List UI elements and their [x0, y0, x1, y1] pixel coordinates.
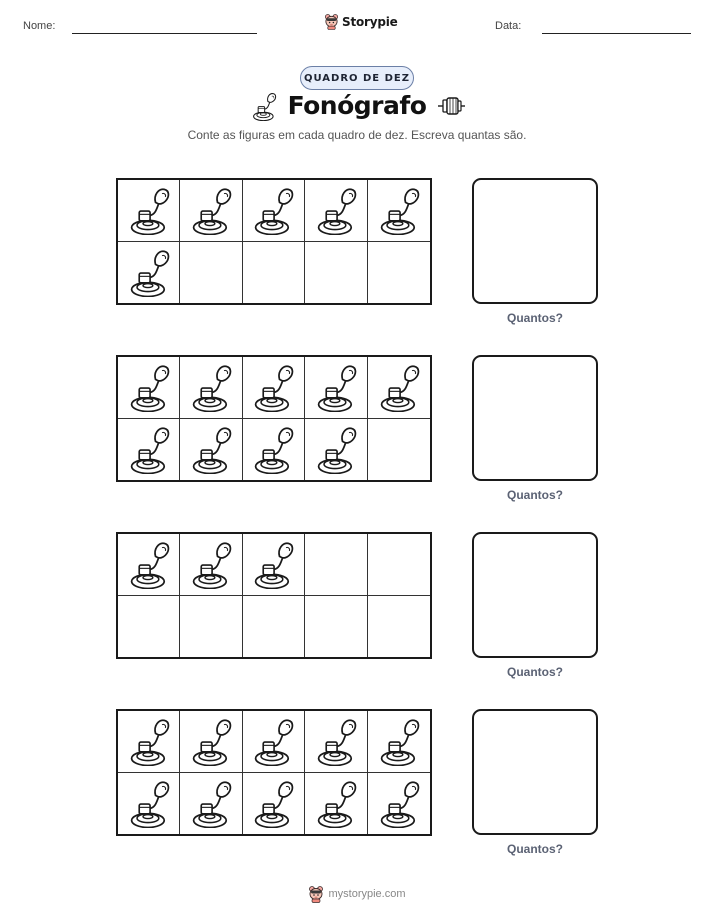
ten-frame-cell: [180, 534, 242, 596]
phonograph-icon: [127, 185, 171, 235]
ten-frame: [116, 709, 432, 836]
phonograph-icon: [127, 424, 171, 474]
ten-frame-cell: [118, 773, 180, 835]
ten-frame-cell: [305, 419, 367, 481]
phonograph-icon: [251, 424, 295, 474]
ten-frame-cell: [368, 419, 430, 481]
ten-frame-cell: [243, 596, 305, 658]
ten-frame-cell: [243, 711, 305, 773]
phonograph-icon: [251, 539, 295, 589]
ten-frame-cell: [118, 242, 180, 304]
answer-label: Quantos?: [507, 665, 563, 679]
footer-site[interactable]: mystorypie.com: [328, 888, 406, 900]
phonograph-icon: [314, 424, 358, 474]
page-title: Fonógrafo: [287, 91, 427, 120]
name-line[interactable]: [72, 33, 257, 34]
date-label: Data:: [495, 20, 522, 32]
ten-frame-cell: [368, 534, 430, 596]
ten-frame-cell: [368, 180, 430, 242]
ten-frame: [116, 532, 432, 659]
answer-box[interactable]: [472, 532, 598, 658]
ten-frame-cell: [305, 357, 367, 419]
phonograph-icon: [314, 716, 358, 766]
phonograph-icon: [189, 539, 233, 589]
phonograph-icon: [189, 424, 233, 474]
phonograph-icon: [251, 185, 295, 235]
phonograph-icon: [377, 778, 421, 828]
ten-frame-cell: [368, 596, 430, 658]
ten-frame-cell: [243, 180, 305, 242]
ten-frame-cell: [118, 419, 180, 481]
ten-frame-cell: [118, 180, 180, 242]
ten-frame-cell: [180, 596, 242, 658]
phonograph-icon: [127, 778, 171, 828]
ten-frame-cell: [243, 419, 305, 481]
ten-frame-cell: [180, 711, 242, 773]
answer-label: Quantos?: [507, 842, 563, 856]
ten-frame-cell: [305, 596, 367, 658]
ten-frame-cell: [243, 242, 305, 304]
footer: [0, 885, 714, 903]
instructions: Conte as figuras em cada quadro de dez. Escreva quantas são.: [187, 128, 527, 142]
phonograph-icon: [314, 185, 358, 235]
brand-logo: [324, 13, 398, 30]
ten-frame-cell: [118, 357, 180, 419]
phonograph-icon: [127, 247, 171, 297]
phonograph-icon: [314, 778, 358, 828]
ten-frame-cell: [305, 534, 367, 596]
ten-frame-cell: [180, 242, 242, 304]
phonograph-icon: [251, 778, 295, 828]
ten-frame-cell: [368, 242, 430, 304]
ten-frame-cell: [305, 180, 367, 242]
phonograph-icon: [377, 362, 421, 412]
ten-frame-cell: [368, 773, 430, 835]
ten-frame: [116, 178, 432, 305]
phonograph-icon: [377, 185, 421, 235]
ten-frame-cell: [180, 357, 242, 419]
answer-label: Quantos?: [507, 488, 563, 502]
phonograph-icon: [189, 778, 233, 828]
ten-frame-cell: [243, 534, 305, 596]
ten-frame-cell: [180, 419, 242, 481]
answer-label: Quantos?: [507, 311, 563, 325]
ten-frame-cell: [243, 357, 305, 419]
ten-frame: [116, 355, 432, 482]
phonograph-icon: [189, 185, 233, 235]
mascot-icon: [324, 13, 339, 30]
phonograph-cylinder-icon: [436, 95, 466, 117]
phonograph-icon: [251, 362, 295, 412]
answer-box[interactable]: [472, 355, 598, 481]
brand-name: Storypie: [342, 14, 398, 29]
ten-frame-cell: [368, 357, 430, 419]
phonograph-icon: [251, 716, 295, 766]
date-line[interactable]: [542, 33, 691, 34]
mascot-icon: [308, 885, 324, 903]
ten-frame-cell: [305, 711, 367, 773]
ten-frame-cell: [180, 180, 242, 242]
ten-frame-cell: [118, 534, 180, 596]
worksheet-type-badge: QUADRO DE DEZ: [300, 66, 414, 90]
ten-frame-cell: [305, 773, 367, 835]
ten-frame-cell: [368, 711, 430, 773]
phonograph-icon: [377, 716, 421, 766]
ten-frame-cell: [118, 711, 180, 773]
phonograph-icon: [189, 362, 233, 412]
phonograph-icon: [127, 716, 171, 766]
ten-frame-cell: [180, 773, 242, 835]
phonograph-icon: [127, 539, 171, 589]
answer-box[interactable]: [472, 178, 598, 304]
phonograph-icon: [127, 362, 171, 412]
name-label: Nome:: [23, 20, 56, 32]
answer-box[interactable]: [472, 709, 598, 835]
phonograph-icon: [189, 716, 233, 766]
ten-frame-cell: [305, 242, 367, 304]
phonograph-icon: [314, 362, 358, 412]
ten-frame-cell: [243, 773, 305, 835]
ten-frame-cell: [118, 596, 180, 658]
